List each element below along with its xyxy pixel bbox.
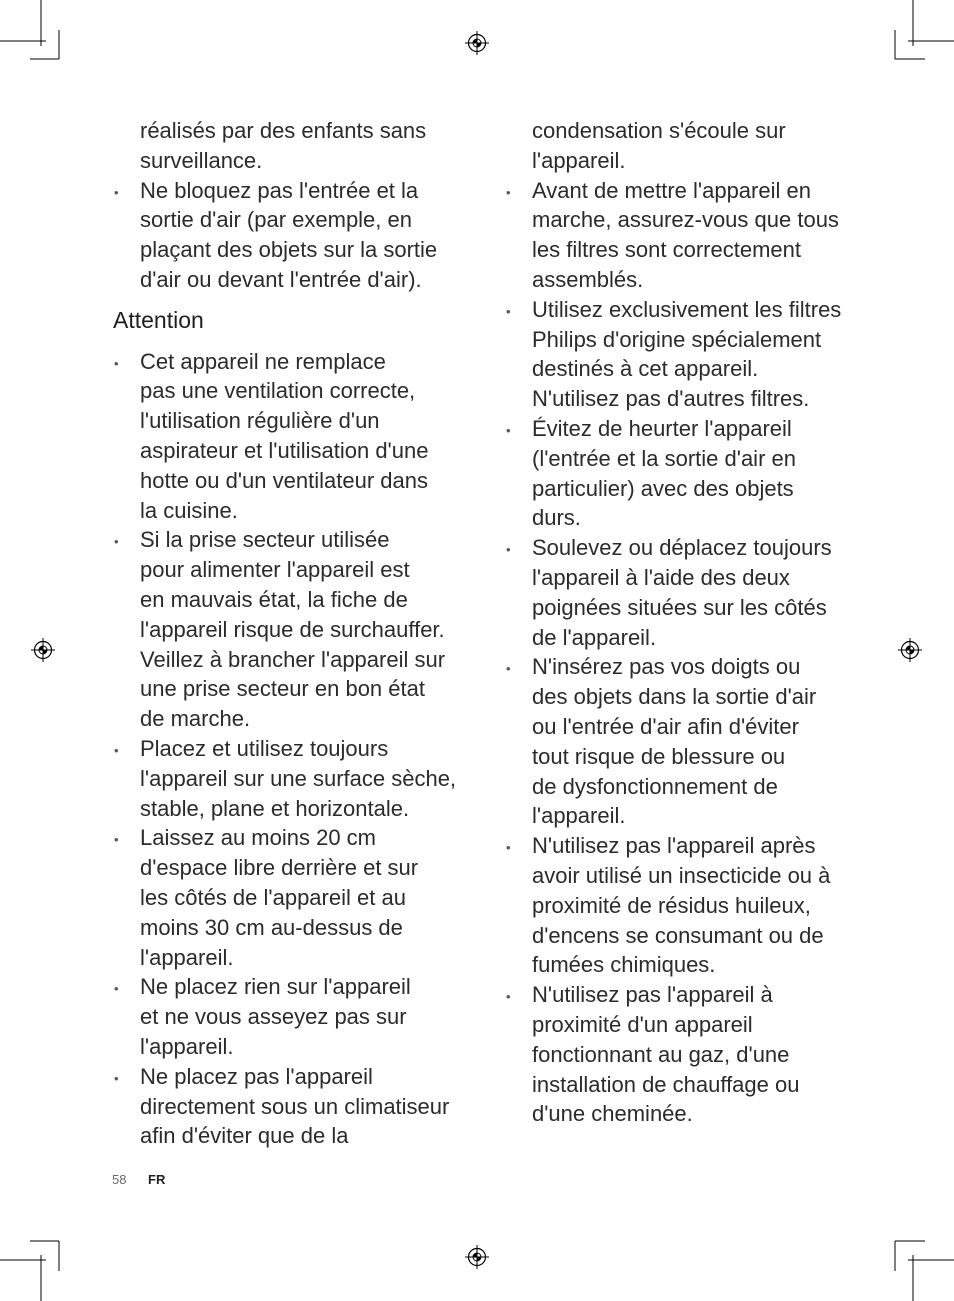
list-item: • Soulevez ou déplacez toujours l'appareil à l'aide des deux poignées situées sur les côtés de l'appareil.: [532, 533, 862, 652]
list-item: • Avant de mettre l'appareil en marche, assurez-vous que tous les filtres sont correctement assemblés.: [532, 176, 862, 295]
registration-mark-top: [465, 31, 489, 55]
continuation-text: condensation s'écoule sur l'appareil.: [532, 118, 786, 173]
left-column: [113, 116, 470, 1151]
crop-mark-bottom-right: [895, 1241, 954, 1301]
section-heading: Attention: [113, 306, 204, 333]
crop-mark-top-right: [895, 0, 954, 59]
right-column: [532, 116, 862, 1129]
list-item: • N'utilisez pas l'appareil après avoir utilisé un insecticide ou à proximité de résidus huileux, d'encens se consumant ou de fumées chimiques.: [532, 831, 862, 980]
language-code: FR: [148, 1172, 166, 1187]
list-item: • Si la prise secteur utilisée pour alimenter l'appareil est en mauvais état, la fiche de l'appareil risque de surchauffer. Veillez à brancher l'appareil sur une prise secteur en bon état de marche.: [140, 525, 470, 734]
list-item: • Laissez au moins 20 cm d'espace libre derrière et sur les côtés de l'appareil et au moins 30 cm au-dessus de l'appareil.: [140, 823, 470, 972]
list-item: • N'insérez pas vos doigts ou des objets dans la sortie d'air ou l'entrée d'air afin d'éviter tout risque de blessure ou de dysfonctionnement de l'appareil.: [532, 652, 862, 831]
continuation-text: réalisés par des enfants sans surveillance.: [140, 118, 427, 173]
list-item: • N'utilisez pas l'appareil à proximité d'un appareil fonctionnant au gaz, d'une installation de chauffage ou d'une cheminée.: [532, 980, 862, 1129]
crop-mark-top-left: [0, 0, 59, 59]
list-item: • Ne placez pas l'appareil directement sous un climatiseur afin d'éviter que de la: [140, 1062, 470, 1151]
list-item: • Évitez de heurter l'appareil (l'entrée et la sortie d'air en particulier) avec des objets durs.: [532, 414, 862, 533]
page-number: 58: [112, 1172, 127, 1187]
list-item: • Ne bloquez pas l'entrée et la sortie d'air (par exemple, en plaçant des objets sur la sortie d'air ou devant l'entrée d'air).: [140, 176, 470, 295]
registration-mark-left: [31, 638, 55, 662]
list-item: • Cet appareil ne remplace pas une ventilation correcte, l'utilisation régulière d'un aspirateur et l'utilisation d'une hotte ou d'un ventilateur dans la cuisine.: [140, 347, 470, 526]
list-item: • Placez et utilisez toujours l'appareil sur une surface sèche, stable, plane et horizontale.: [140, 734, 470, 823]
registration-mark-right: [898, 638, 922, 662]
list-item: • Ne placez rien sur l'appareil et ne vous asseyez pas sur l'appareil.: [140, 972, 470, 1061]
list-item: • Utilisez exclusivement les filtres Philips d'origine spécialement destinés à cet appareil. N'utilisez pas d'autres filtres.: [532, 295, 862, 414]
registration-mark-bottom: [465, 1245, 489, 1269]
crop-mark-bottom-left: [0, 1241, 59, 1301]
